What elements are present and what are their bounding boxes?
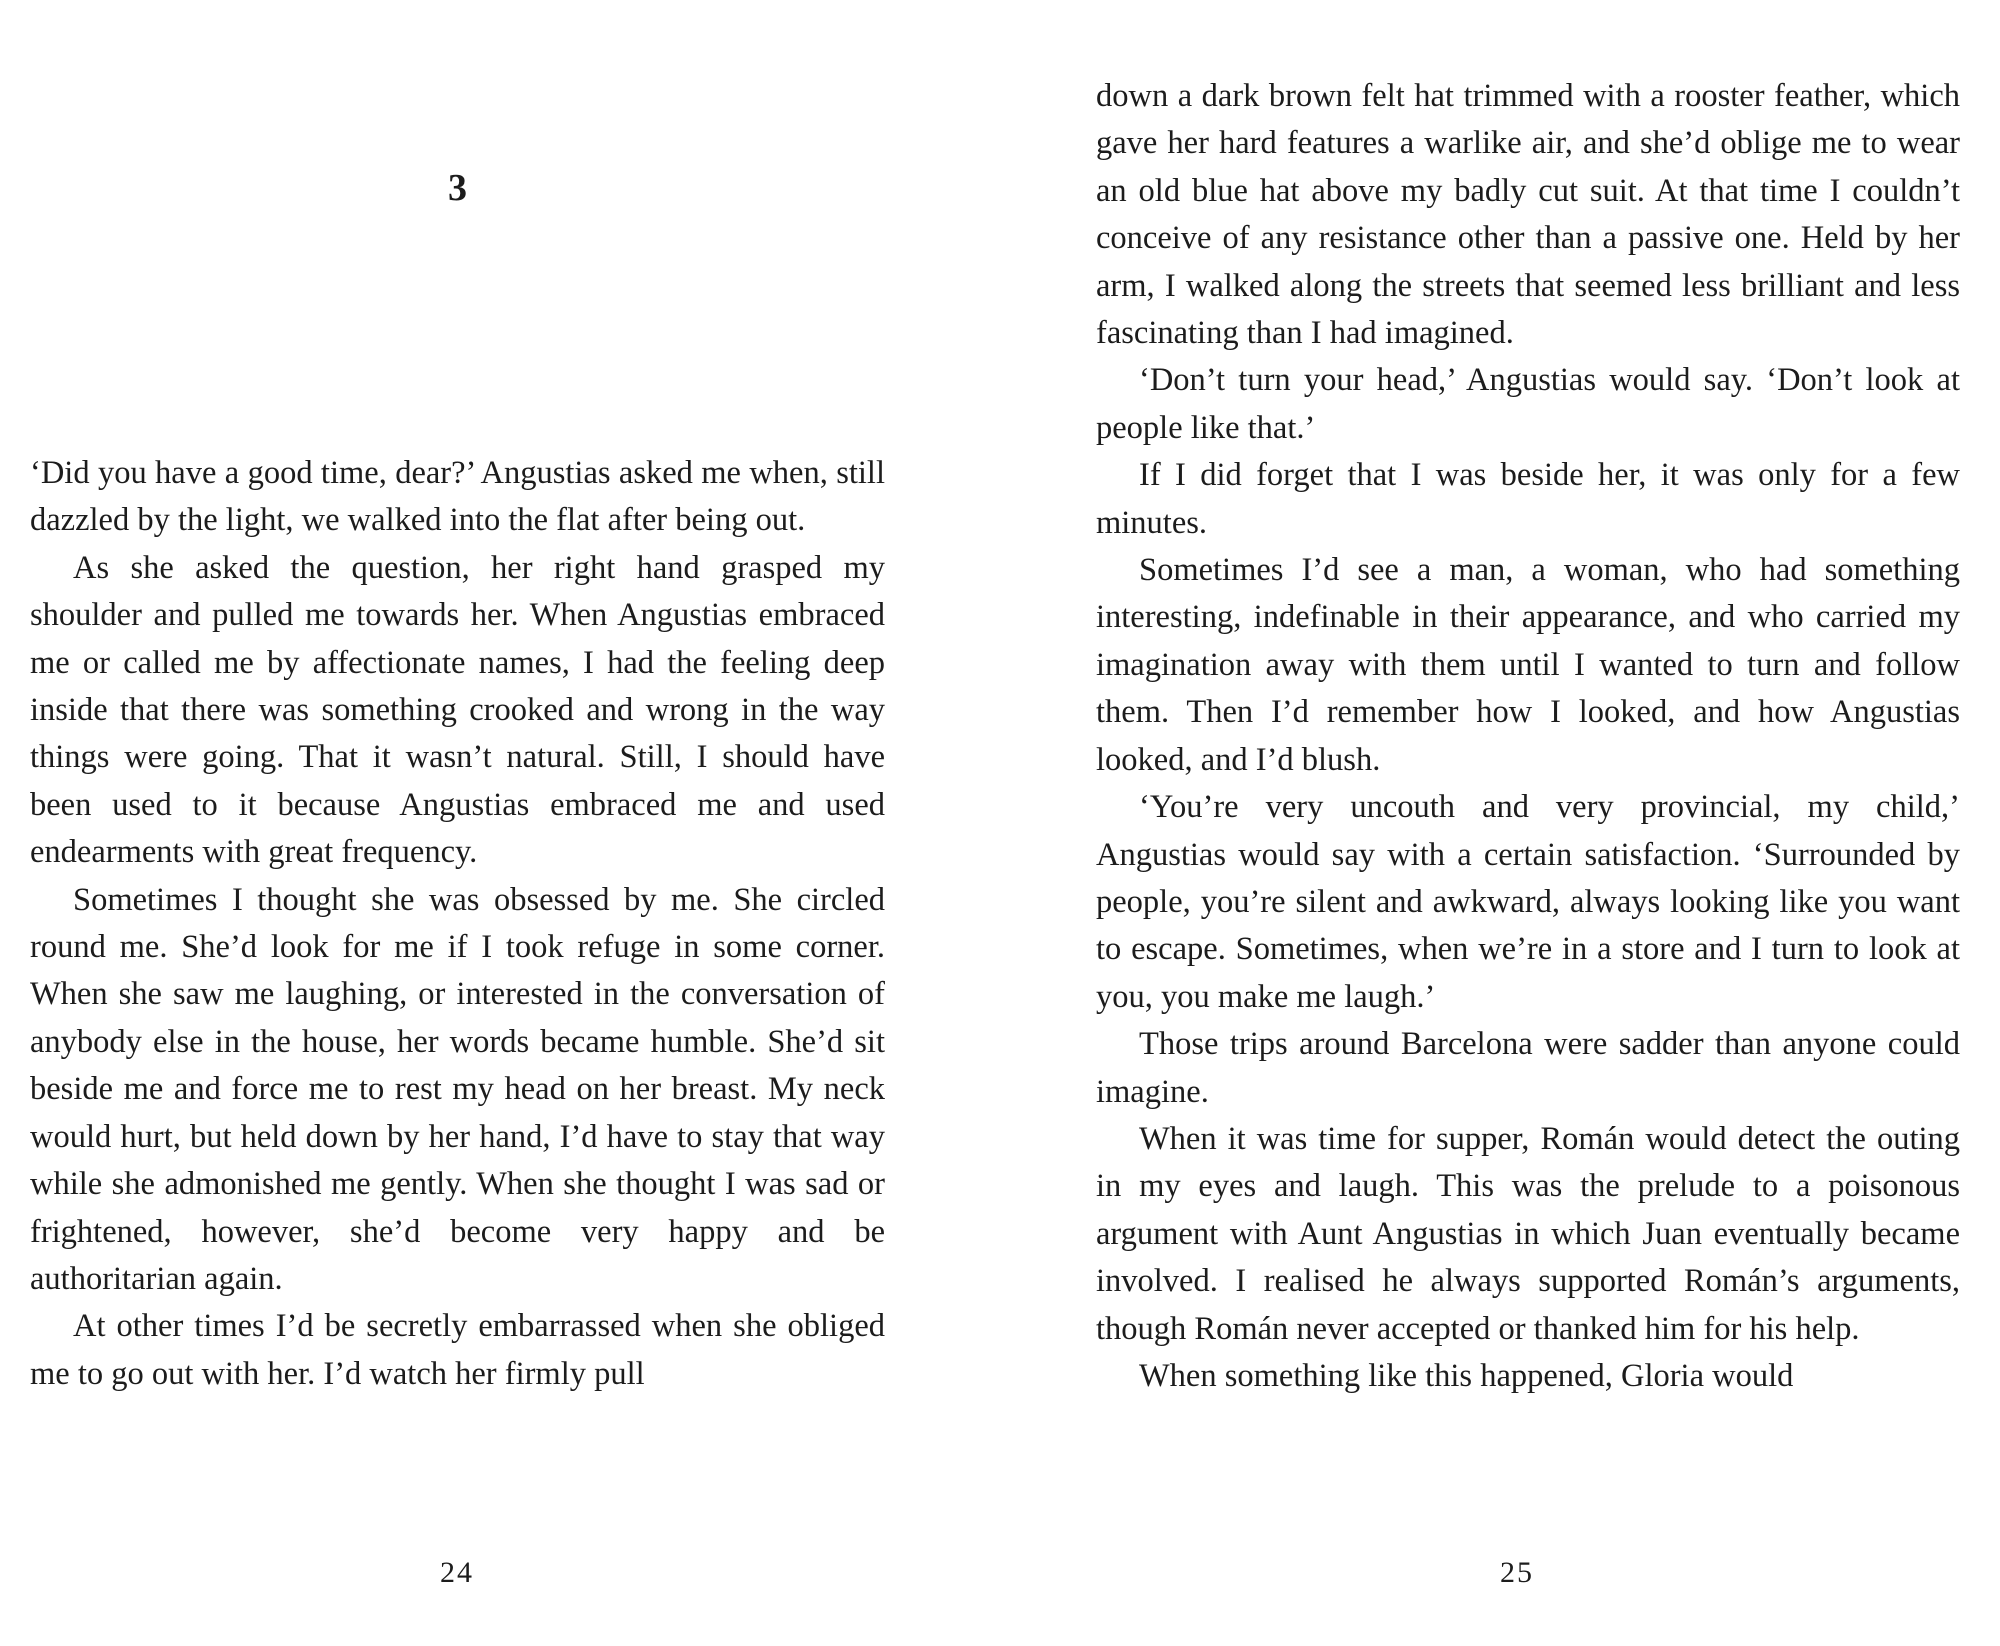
page-number-right: 25 [1500, 1556, 1534, 1589]
paragraph: Sometimes I’d see a man, a woman, who had something interesting, indefinable in their appearance, and who carried my imagination away with them until I wanted to turn and follow them. Then I’d remember how I looked, and how Angustias looked, and I’d blush. [1096, 552, 1960, 778]
paragraph: ‘Don’t turn your head,’ Angustias would say. ‘Don’t look at people like that.’ [1096, 362, 1960, 446]
right-page-text [1096, 73, 1960, 1400]
paragraph: As she asked the question, her right hand grasped my shoulder and pulled me towards her. When Angustias embraced me or called me by affectionate names, I had the feeling deep inside that there was something crooked and wrong in the way things were going. That it wasn’t natural. Still, I should have been used to it because Angustias embraced me and used endearments with great frequency. [30, 549, 885, 871]
paragraph: Sometimes I thought she was obsessed by me. She circled round me. She’d look for me if I took refuge in some corner. When she saw me laughing, or interested in the conversation of anybody else in the house, her words became humble. She’d sit beside me and force me to rest my head on her breast. My neck would hurt, but held down by her hand, I’d have to stay that way while she admonished me gently. When she thought I was sad or frightened, however, she’d become very happy and be authoritarian again. [30, 881, 885, 1297]
paragraph: If I did forget that I was beside her, it was only for a few minutes. [1096, 457, 1960, 541]
paragraph: At other times I’d be secretly embarrassed when she obliged me to go out with her. I’d watch her firmly pull [30, 1308, 885, 1392]
left-page-text [30, 450, 885, 1398]
chapter-number: 3 [448, 167, 467, 209]
page-number-left: 24 [440, 1556, 474, 1589]
paragraph: Those trips around Barcelona were sadder than anyone could imagine. [1096, 1026, 1960, 1110]
paragraph: ‘You’re very uncouth and very provincial, my child,’ Angustias would say with a certain satisfaction. ‘Surrounded by people, you’re silent and awkward, always looking like you want to escape. Sometimes, when we’re in a store and I turn to look at you, you make me laugh.’ [1096, 789, 1960, 1015]
paragraph: When something like this happened, Gloria would [1139, 1357, 1794, 1394]
paragraph: When it was time for supper, Román would detect the outing in my eyes and laugh. This was the prelude to a poisonous argument with Aunt Angustias in which Juan eventually became involved. I realised he always supported Román’s arguments, though Román never accepted or thanked him for his help. [1096, 1120, 1960, 1347]
paragraph: down a dark brown felt hat trimmed with a rooster feather, which gave her hard features a warlike air, and she’d oblige me to wear an old blue hat above my badly cut suit. At that time I couldn’t conceive of any resistance other than a passive one. Held by her arm, I walked along the streets that seemed less brilliant and less fascinating than I had imagined. [1096, 78, 1960, 352]
paragraph: ‘Did you have a good time, dear?’ Angustias asked me when, still dazzled by the light, we walked into the flat after being out. [30, 455, 885, 539]
left-page [30, 0, 885, 1646]
right-page [1096, 0, 1960, 1646]
